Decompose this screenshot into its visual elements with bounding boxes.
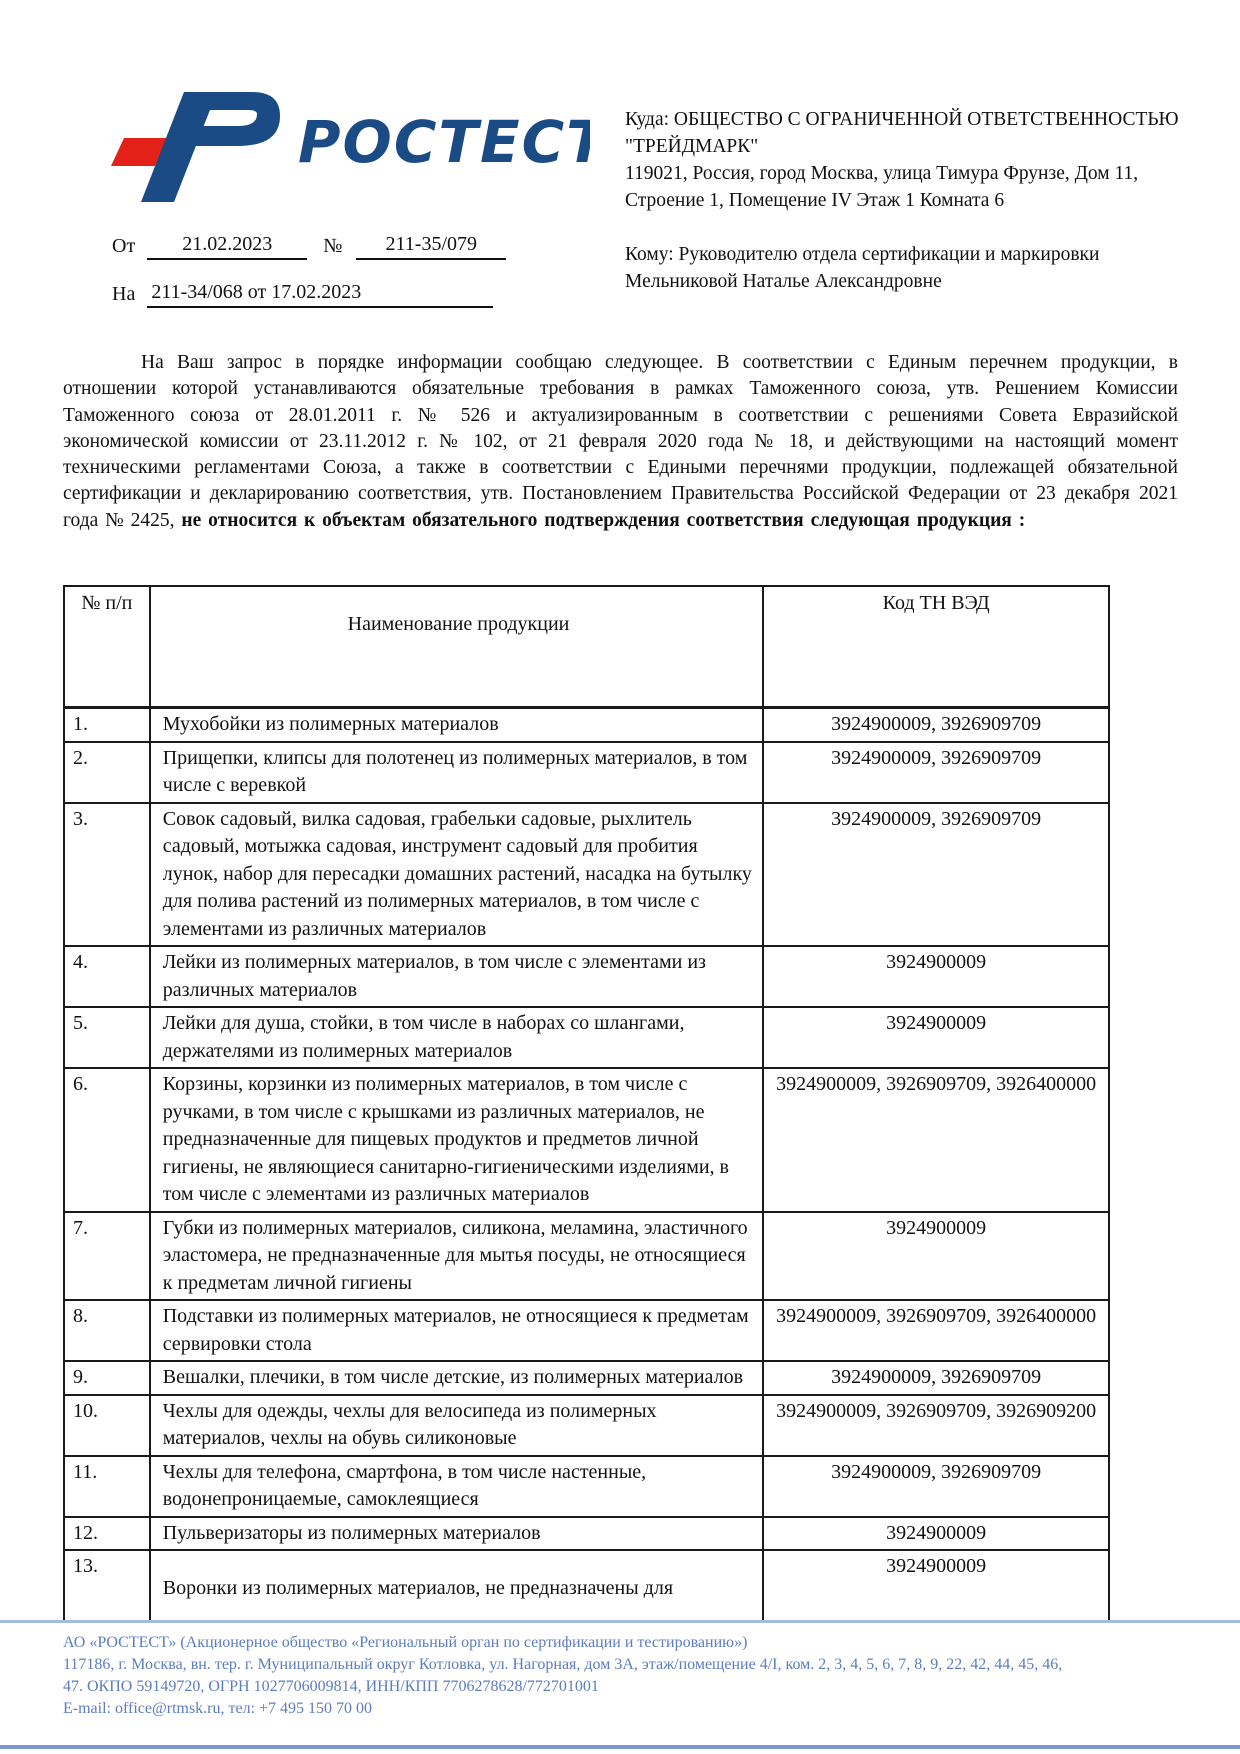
product-name: Совок садовый, вилка садовая, грабельки садовые, рыхлитель садовый, мотыжка садовая, инструмент садовый для пробития лунок, набор для пересадки домашних растений, насадка на бутылку для полива растений из полимерных материалов, в том числе с элементами из различных материалов bbox=[150, 803, 764, 947]
tnved-code: 3924900009 bbox=[763, 1212, 1109, 1301]
row-number: 9. bbox=[64, 1361, 150, 1395]
table-row bbox=[64, 708, 1109, 742]
row-number: 7. bbox=[64, 1212, 150, 1301]
footer-contact-line: E-mail: office@rtmsk.ru, тел: +7 495 150 70 00 bbox=[63, 1700, 373, 1717]
products-table bbox=[63, 585, 1110, 1620]
row-number: 11. bbox=[64, 1456, 150, 1517]
tnved-code: 3924900009, 3926909709 bbox=[763, 803, 1109, 947]
row-number: 2. bbox=[64, 742, 150, 803]
from-date-value: 21.02.2023 bbox=[147, 233, 307, 260]
tnved-code: 3924900009, 3926909709 bbox=[763, 708, 1109, 742]
tnved-code: 3924900009 bbox=[763, 1550, 1109, 1620]
logo-brand-text: РОСТЕСТ bbox=[298, 108, 590, 176]
recipient-address: 119021, Россия, город Москва, улица Тимура Фрунзе, Дом 11, Строение 1, Помещение IV Этаж 1 Комната 6 bbox=[625, 163, 1139, 211]
recipient-to-line: Куда: ОБЩЕСТВО С ОГРАНИЧЕННОЙ ОТВЕТСТВЕННОСТЬЮ "ТРЕЙДМАРК" bbox=[625, 109, 1179, 157]
incoming-ref-row bbox=[112, 272, 582, 308]
row-number: 10. bbox=[64, 1395, 150, 1456]
product-table-body bbox=[64, 708, 1109, 1621]
tnved-code: 3924900009, 3926909709 bbox=[763, 1361, 1109, 1395]
product-name: Лейки из полимерных материалов, в том числе с элементами из различных материалов bbox=[150, 946, 764, 1007]
product-name: Лейки для душа, стойки, в том числе в наборах со шлангами, держателями из полимерных материалов bbox=[150, 1007, 764, 1068]
product-name: Корзины, корзинки из полимерных материалов, в том числе с ручками, в том числе с крышками из различных материалов, не предназначенные для пищевых продуктов и предметов личной гигиены, не являющиеся санитарно-гигиеническими изделиями, в том числе с элементами из различных материалов bbox=[150, 1068, 764, 1212]
recipient-attn-line: Кому: Руководителю отдела сертификации и маркировки bbox=[625, 244, 1100, 265]
tnved-code: 3924900009, 3926909709 bbox=[763, 742, 1109, 803]
table-row bbox=[64, 946, 1109, 1007]
footer-block bbox=[63, 1632, 1193, 1720]
recipient-block bbox=[625, 106, 1185, 295]
footer-registry-line: 47. ОКПО 59149720, ОГРН 1027706009814, ИНН/КПП 7706278628/772701001 bbox=[63, 1678, 599, 1695]
products-table-head bbox=[64, 586, 1109, 708]
product-name: Чехлы для одежды, чехлы для велосипеда из полимерных материалов, чехлы на обувь силиконовые bbox=[150, 1395, 764, 1456]
reply-label: На bbox=[112, 283, 136, 305]
tnved-code: 3924900009, 3926909709, 3926400000 bbox=[763, 1068, 1109, 1212]
number-value: 211-35/079 bbox=[356, 233, 506, 260]
letter-body bbox=[63, 350, 1178, 534]
table-row bbox=[64, 1550, 1109, 1620]
product-name: Губки из полимерных материалов, силикона, меламина, эластичного эластомера, не предназначенные для мытья посуды, не относящиеся к предметам личной гигиены bbox=[150, 1212, 764, 1301]
tnved-code: 3924900009 bbox=[763, 1517, 1109, 1551]
table-row bbox=[64, 742, 1109, 803]
row-number: 3. bbox=[64, 803, 150, 947]
row-number: 1. bbox=[64, 708, 150, 742]
products-table-wrap bbox=[63, 585, 1110, 1620]
row-number: 13. bbox=[64, 1550, 150, 1620]
row-number: 8. bbox=[64, 1300, 150, 1361]
table-row bbox=[64, 1361, 1109, 1395]
row-number: 4. bbox=[64, 946, 150, 1007]
product-name: Прищепки, клипсы для полотенец из полимерных материалов, в том числе с веревкой bbox=[150, 742, 764, 803]
header-row bbox=[64, 586, 1109, 708]
tnved-code: 3924900009, 3926909709 bbox=[763, 1456, 1109, 1517]
recipient-attn-name: Мельниковой Наталье Александровне bbox=[625, 271, 942, 292]
table-row bbox=[64, 1068, 1109, 1212]
tnved-code: 3924900009, 3926909709, 3926909200 bbox=[763, 1395, 1109, 1456]
row-number: 12. bbox=[64, 1517, 150, 1551]
rostest-logo bbox=[110, 86, 590, 210]
footer-divider bbox=[0, 1620, 1240, 1623]
table-row bbox=[64, 1395, 1109, 1456]
product-name: Мухобойки из полимерных материалов bbox=[150, 708, 764, 742]
page-bottom-rule bbox=[0, 1745, 1240, 1749]
table-row bbox=[64, 1212, 1109, 1301]
header-name: Наименование продукции bbox=[150, 586, 764, 708]
reply-value: 211-34/068 от 17.02.2023 bbox=[147, 281, 493, 308]
tnved-code: 3924900009 bbox=[763, 946, 1109, 1007]
outgoing-ref-row bbox=[112, 224, 582, 260]
footer-company-line: АО «РОСТЕСТ» (Акционерное общество «Региональный орган по сертификации и тестированию») bbox=[63, 1634, 748, 1651]
rostest-logo-icon bbox=[110, 86, 590, 210]
reference-block bbox=[112, 224, 582, 308]
table-row bbox=[64, 1007, 1109, 1068]
product-name: Пульверизаторы из полимерных материалов bbox=[150, 1517, 764, 1551]
footer-address-line: 117186, г. Москва, вн. тер. г. Муниципальный округ Котловка, ул. Нагорная, дом 3А, этаж/помещение 4/I, ком. 2, 3, 4, 5, 6, 7, 8, 9, 22, 42, 44, 45, 46, bbox=[63, 1656, 1063, 1673]
header-code: Код ТН ВЭД bbox=[763, 586, 1109, 708]
table-row bbox=[64, 1300, 1109, 1361]
body-text: На Ваш запрос в порядке информации сообщаю следующее. В соответствии с Единым перечнем продукции, в отношении которой устанавливаются обязательные требования в рамках Таможенного союза, утв. Решением Комиссии Таможенного союза от 28.01.2011 г. № 526 и актуализированным в соответствии с решениями Совета Евразийской экономической комиссии от 23.11.2012 г. № 102, от 21 февраля 2020 года № 18, и действующими на настоящий момент техническими регламентами Союза, а также в соответствии с Едиными перечнями продукции, подлежащей обязательной сертификации и декларированию соответствия, утв. Постановлением Правительства Российской Федерации от 23 декабря 2021 года № 2425, bbox=[63, 352, 1178, 531]
product-name: Воронки из полимерных материалов, не предназначены для bbox=[150, 1550, 764, 1620]
product-name: Вешалки, плечики, в том числе детские, из полимерных материалов bbox=[150, 1361, 764, 1395]
table-row bbox=[64, 1517, 1109, 1551]
table-row bbox=[64, 803, 1109, 947]
product-name: Чехлы для телефона, смартфона, в том числе настенные, водонепроницаемые, самоклеящиеся bbox=[150, 1456, 764, 1517]
tnved-code: 3924900009, 3926909709, 3926400000 bbox=[763, 1300, 1109, 1361]
tnved-code: 3924900009 bbox=[763, 1007, 1109, 1068]
from-label: От bbox=[112, 235, 136, 257]
number-label: № bbox=[323, 235, 343, 257]
header-num: № п/п bbox=[64, 586, 150, 708]
product-name: Подставки из полимерных материалов, не относящиеся к предметам сервировки стола bbox=[150, 1300, 764, 1361]
body-text-bold: не относится к объектам обязательного подтверждения соответствия следующая продукция : bbox=[181, 509, 1026, 531]
row-number: 5. bbox=[64, 1007, 150, 1068]
row-number: 6. bbox=[64, 1068, 150, 1212]
table-row bbox=[64, 1456, 1109, 1517]
